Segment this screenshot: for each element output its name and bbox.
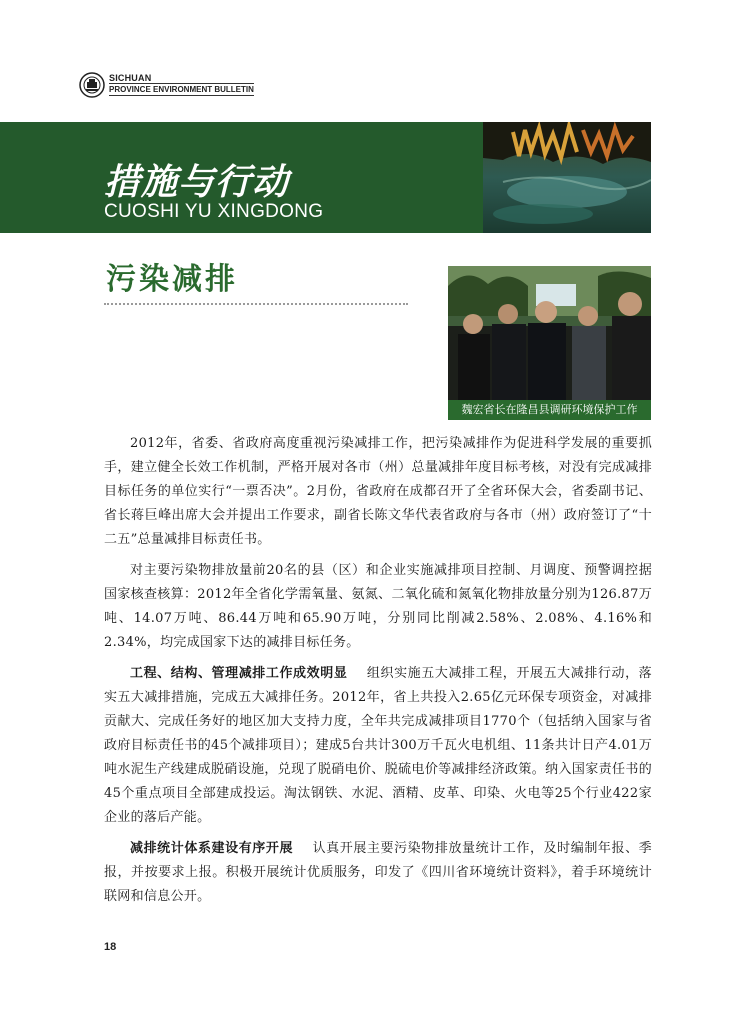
- officials-inspection-photo-icon: [448, 266, 651, 400]
- article-body: [104, 432, 652, 916]
- section-title: 污染减排: [106, 262, 238, 297]
- paragraph-3-lead: 工程、结构、管理减排工作成效明显: [130, 666, 348, 681]
- paragraph-1-text: 2012年，省委、省政府高度重视污染减排工作，把污染减排作为促进科学发展的重要抓手，建立健全长效工作机制，严格开展对各市（州）总量减排年度目标考核，对没有完成减排目标任务的单位实行“一票否决”。2月份，省政府在成都召开了全省环保大会，省委副书记、省长蒋巨峰出席大会并提出工作要求，副省长陈文华代表省政府与各市（州）政府签订了“十二五”总量减排目标责任书。: [104, 436, 652, 547]
- paragraph-1: [104, 432, 652, 552]
- paragraph-3: [104, 662, 652, 830]
- paragraph-4-lead: 减排统计体系建设有序开展: [130, 841, 294, 856]
- karst-pool-photo: [483, 122, 651, 233]
- chapter-title: 措施与行动: [104, 161, 290, 203]
- officials-inspection-photo: [448, 266, 651, 400]
- page-number: 18: [104, 941, 117, 953]
- paragraph-2: [104, 559, 652, 655]
- logo-line-bulletin: PROVINCE ENVIRONMENT BULLETIN: [109, 85, 254, 94]
- logo-underline: [109, 95, 254, 96]
- paragraph-2-text: 对主要污染物排放量前20名的县（区）和企业实施减排项目控制、月调度、预警调控据国家核查核算：2012年全省化学需氧量、氨氮、二氧化硫和氮氧化物排放量分别为126.87万吨、14.07万吨、86.44万吨和65.90万吨，分别同比削减2.58%、2.08%、4.16%和2.34%，均完成国家下达的减排目标任务。: [104, 563, 652, 650]
- provincial-seal-icon: [79, 72, 105, 98]
- section-divider: [104, 303, 408, 305]
- photo-caption: 魏宏省长在隆昌县调研环境保护工作: [448, 400, 651, 420]
- karst-pool-photo-icon: [483, 122, 651, 233]
- paragraph-3-text: 组织实施五大减排工程，开展五大减排行动，落实五大减排措施，完成五大减排任务。2012年，省上共投入2.65亿元环保专项资金，对减排贡献大、完成任务好的地区加大支持力度，全年共完成减排项目1770个（包括纳入国家与省政府目标责任书的45个减排项目）；建成5台共计300万千瓦火电机组、11条共计日产4.01万吨水泥生产线建成脱硝设施，兑现了脱硝电价、脱硫电价等减排经济政策。纳入国家责任书的45个重点项目全部建成投运。淘汰钢铁、水泥、酒精、皮革、印染、火电等25个行业422家企业的落后产能。: [104, 666, 652, 825]
- paragraph-4-text: 认真开展主要污染物排放量统计工作，及时编制年报、季报，并按要求上报。积极开展统计优质服务，印发了《四川省环境统计资料》，着手环境统计联网和信息公开。: [104, 841, 652, 904]
- publication-logo: [79, 72, 254, 98]
- logo-line-sichuan: SICHUAN: [109, 73, 152, 83]
- logo-divider: [109, 83, 254, 84]
- chapter-subtitle-pinyin: CUOSHI YU XINGDONG: [104, 201, 324, 222]
- paragraph-4: [104, 837, 652, 909]
